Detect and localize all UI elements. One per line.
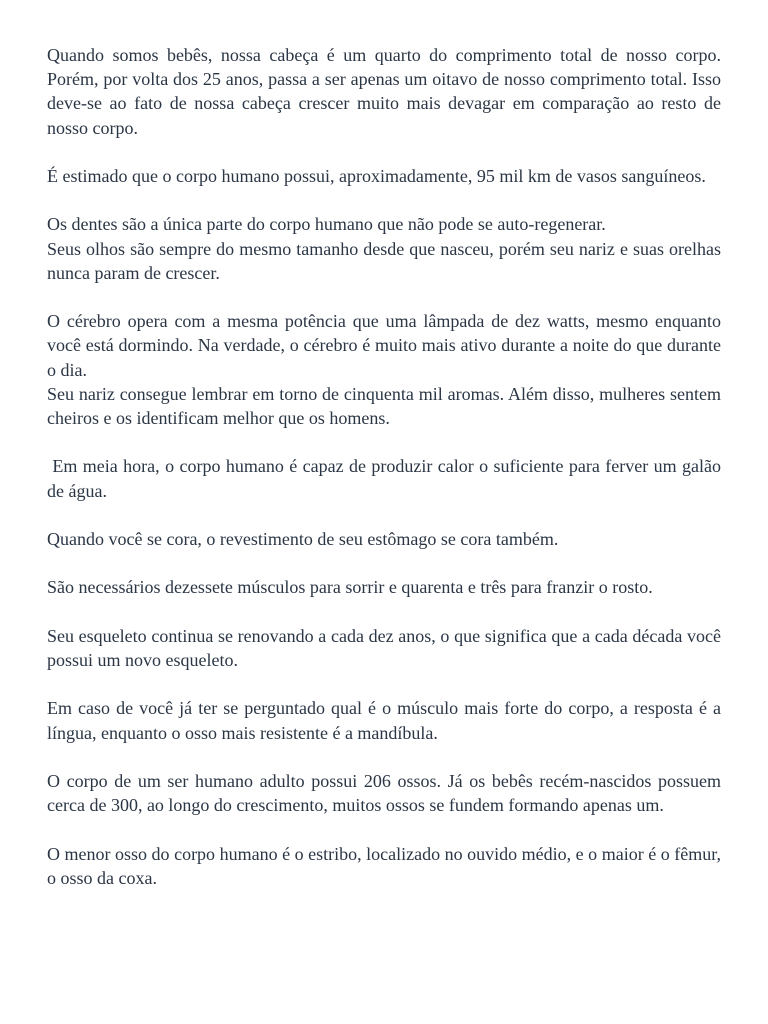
paragraph-blushing: Quando você se cora, o revestimento de seu estômago se cora também.: [47, 528, 559, 549]
paragraph-muscles-smile: São necessários dezessete músculos para sorrir e quarenta e três para franzir o rosto.: [47, 577, 653, 598]
paragraph-skeleton-renewal: Seu esqueleto continua se renovando a cada dez anos, o que significa que a cada década você possui um novo esqueleto.: [47, 625, 721, 670]
paragraph-blood-vessels: É estimado que o corpo humano possui, aproximadamente, 95 mil km de vasos sanguíneos.: [47, 166, 706, 186]
paragraph-brain-power: O cérebro opera com a mesma potência que uma lâmpada de dez watts, mesmo enquanto você está dormindo. Na verdade, o cérebro é muito mais ativo durante a noite do que durante o dia.: [47, 311, 721, 380]
document-page: [47, 43, 726, 914]
paragraph-teeth: Os dentes são a única parte do corpo humano que não pode se auto-regenerar.: [47, 214, 606, 235]
paragraph-eyes-nose-ears: Seus olhos são sempre do mesmo tamanho desde que nasceu, porém seu nariz e suas orelhas nunca param de crescer.: [47, 238, 721, 283]
paragraph-body-heat: Em meia hora, o corpo humano é capaz de produzir calor o suficiente para ferver um galão de água.: [47, 456, 726, 501]
paragraph-group-brain-nose: [47, 309, 721, 430]
paragraph-bone-count: O corpo de um ser humano adulto possui 206 ossos. Já os bebês recém-nascidos possuem cerca de 300, ao longo do crescimento, muitos ossos se fundem formando apenas um.: [47, 770, 721, 816]
paragraph-nose-aromas: Seu nariz consegue lembrar em torno de cinquenta mil aromas. Além disso, mulheres sentem cheiros e os identificam melhor que os homens.: [47, 383, 721, 428]
paragraph-group-teeth-eyes: [47, 212, 721, 285]
paragraph-smallest-bone: O menor osso do corpo humano é o estribo, localizado no ouvido médio, e o maior é o fêmur, o osso da coxa.: [47, 843, 721, 888]
paragraph-head-proportion: Quando somos bebês, nossa cabeça é um quarto do comprimento total de nosso corpo. Porém, por volta dos 25 anos, passa a ser apenas um oitavo de nosso comprimento total. Isso deve-se ao fato de nossa cabeça crescer muito mais devagar em comparação ao resto de nosso corpo.: [47, 45, 721, 138]
paragraph-strongest-muscle: Em caso de você já ter se perguntado qual é o músculo mais forte do corpo, a resposta é a língua, enquanto o osso mais resistente é a mandíbula.: [47, 698, 721, 743]
